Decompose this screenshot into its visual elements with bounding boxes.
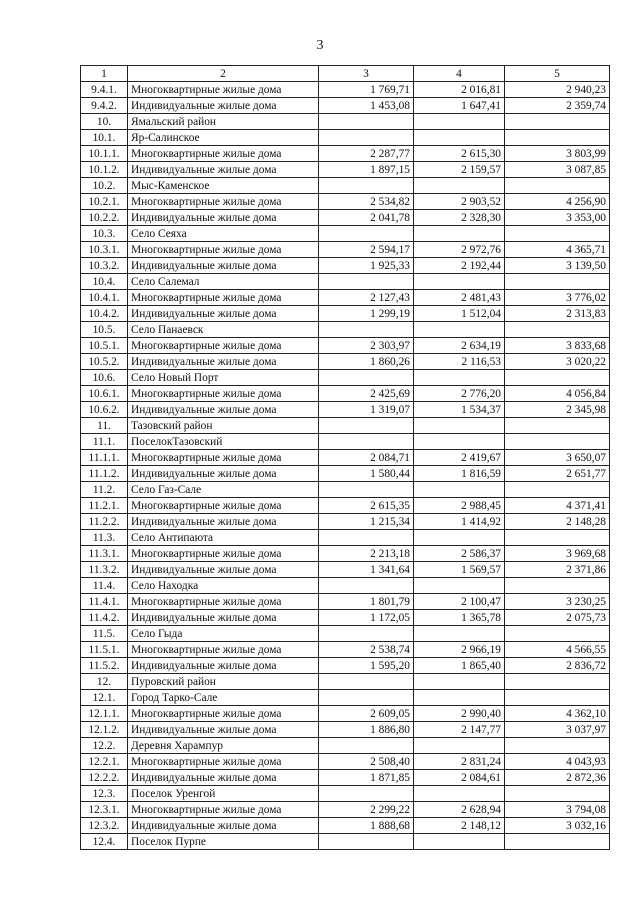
row-code: 11.5.2. [81,658,128,674]
row-value-col3: 2 041,78 [319,210,414,226]
row-value-col4: 1 816,59 [414,466,505,482]
table-row [81,450,610,466]
row-value-col5 [505,834,610,850]
row-name: Многоквартирные жилые дома [128,450,319,466]
row-value-col5: 3 650,07 [505,450,610,466]
row-name: Индивидуальные жилые дома [128,562,319,578]
table-row [81,242,610,258]
row-code: 11. [81,418,128,434]
row-name: Многоквартирные жилые дома [128,706,319,722]
row-code: 10.1. [81,130,128,146]
row-code: 12. [81,674,128,690]
section-row [81,786,610,802]
row-value-col5 [505,738,610,754]
row-value-col5 [505,690,610,706]
row-value-col3 [319,130,414,146]
row-value-col3: 1 215,34 [319,514,414,530]
row-code: 11.3.1. [81,546,128,562]
row-name: Село Гыда [128,626,319,642]
row-value-col5: 3 087,85 [505,162,610,178]
row-code: 10.5. [81,322,128,338]
header-col-2: 2 [128,66,319,82]
row-value-col3: 2 303,97 [319,338,414,354]
section-row [81,482,610,498]
row-value-col4: 2 831,24 [414,754,505,770]
row-value-col3: 1 299,19 [319,306,414,322]
row-value-col5: 2 836,72 [505,658,610,674]
row-name: Село Находка [128,578,319,594]
row-value-col3: 1 341,64 [319,562,414,578]
row-value-col3 [319,690,414,706]
row-name: Город Тарко-Сале [128,690,319,706]
row-value-col5: 4 365,71 [505,242,610,258]
row-value-col4 [414,322,505,338]
row-value-col3: 2 534,82 [319,194,414,210]
row-value-col5 [505,530,610,546]
row-value-col4: 1 569,57 [414,562,505,578]
row-value-col4 [414,370,505,386]
table-row [81,722,610,738]
row-code: 11.1.1. [81,450,128,466]
row-name: Индивидуальные жилые дома [128,258,319,274]
table-row [81,498,610,514]
row-value-col4: 2 481,43 [414,290,505,306]
section-row [81,418,610,434]
row-code: 11.3.2. [81,562,128,578]
table-row [81,210,610,226]
row-code: 10.2. [81,178,128,194]
row-name: Многоквартирные жилые дома [128,338,319,354]
row-value-col5: 4 566,55 [505,642,610,658]
row-name: Село Антипаюта [128,530,319,546]
section-row [81,178,610,194]
table-row [81,514,610,530]
row-value-col4: 2 116,53 [414,354,505,370]
row-name: Многоквартирные жилые дома [128,146,319,162]
section-row [81,370,610,386]
row-value-col5: 2 313,83 [505,306,610,322]
row-value-col5: 2 148,28 [505,514,610,530]
row-value-col4 [414,674,505,690]
row-code: 11.2. [81,482,128,498]
table-row [81,770,610,786]
row-name: Индивидуальные жилые дома [128,818,319,834]
row-value-col4 [414,786,505,802]
section-row [81,674,610,690]
row-value-col4: 2 628,94 [414,802,505,818]
row-code: 12.1. [81,690,128,706]
row-code: 11.5. [81,626,128,642]
table-row [81,386,610,402]
table-row [81,98,610,114]
row-value-col4: 2 100,47 [414,594,505,610]
row-value-col3: 1 860,26 [319,354,414,370]
row-value-col4: 1 534,37 [414,402,505,418]
row-value-col5: 2 371,86 [505,562,610,578]
row-code: 10.1.1. [81,146,128,162]
row-value-col3: 1 801,79 [319,594,414,610]
row-code: 11.2.1. [81,498,128,514]
row-value-col3: 2 615,35 [319,498,414,514]
row-name: Село Новый Порт [128,370,319,386]
row-value-col3 [319,674,414,690]
table-row [81,338,610,354]
header-col-1: 1 [81,66,128,82]
row-value-col5: 3 020,22 [505,354,610,370]
row-value-col3 [319,322,414,338]
row-value-col5 [505,434,610,450]
row-value-col5: 3 230,25 [505,594,610,610]
page-number: 3 [316,38,324,53]
table-header-row [81,66,610,82]
section-row [81,226,610,242]
row-code: 12.3.1. [81,802,128,818]
row-value-col4: 2 972,76 [414,242,505,258]
table-row [81,146,610,162]
row-value-col3: 1 319,07 [319,402,414,418]
row-code: 11.1.2. [81,466,128,482]
row-code: 11.2.2. [81,514,128,530]
row-name: Село Салемал [128,274,319,290]
row-value-col3 [319,370,414,386]
row-value-col4: 2 988,45 [414,498,505,514]
row-name: Тазовский район [128,418,319,434]
row-name: Многоквартирные жилые дома [128,386,319,402]
row-value-col5: 2 651,77 [505,466,610,482]
row-value-col5: 2 359,74 [505,98,610,114]
row-value-col3 [319,434,414,450]
row-value-col4: 1 865,40 [414,658,505,674]
row-name: Индивидуальные жилые дома [128,658,319,674]
table-row [81,290,610,306]
row-code: 10.6.1. [81,386,128,402]
row-value-col3: 1 886,80 [319,722,414,738]
row-value-col5: 2 345,98 [505,402,610,418]
row-value-col5 [505,178,610,194]
header-col-3: 3 [319,66,414,82]
row-value-col4 [414,578,505,594]
section-row [81,322,610,338]
row-name: Многоквартирные жилые дома [128,82,319,98]
row-value-col3 [319,530,414,546]
row-code: 10.4.1. [81,290,128,306]
row-name: Деревня Харампур [128,738,319,754]
table-row [81,306,610,322]
row-name: Многоквартирные жилые дома [128,594,319,610]
row-value-col5 [505,226,610,242]
row-code: 10. [81,114,128,130]
row-code: 9.4.2. [81,98,128,114]
row-code: 10.3.2. [81,258,128,274]
row-value-col5 [505,274,610,290]
table-row [81,610,610,626]
section-row [81,530,610,546]
row-value-col4 [414,626,505,642]
row-code: 10.4.2. [81,306,128,322]
row-value-col5 [505,370,610,386]
row-value-col3: 2 213,18 [319,546,414,562]
section-row [81,274,610,290]
row-value-col4 [414,130,505,146]
row-value-col4: 2 192,44 [414,258,505,274]
row-name: Многоквартирные жилые дома [128,498,319,514]
row-value-col5 [505,482,610,498]
table-row [81,162,610,178]
row-name: Индивидуальные жилые дома [128,610,319,626]
row-name: Индивидуальные жилые дома [128,162,319,178]
row-value-col4 [414,690,505,706]
section-row [81,690,610,706]
row-code: 10.6.2. [81,402,128,418]
row-value-col4 [414,834,505,850]
row-value-col5 [505,130,610,146]
row-value-col3: 1 925,33 [319,258,414,274]
row-value-col3 [319,178,414,194]
section-row [81,130,610,146]
row-name: Поселок Уренгой [128,786,319,802]
row-value-col4: 1 414,92 [414,514,505,530]
row-name: Многоквартирные жилые дома [128,242,319,258]
section-row [81,626,610,642]
row-name: Индивидуальные жилые дома [128,210,319,226]
row-value-col3: 1 453,08 [319,98,414,114]
row-code: 12.2.2. [81,770,128,786]
table-row [81,594,610,610]
row-name: Многоквартирные жилые дома [128,802,319,818]
row-value-col4: 2 328,30 [414,210,505,226]
row-value-col5: 3 353,00 [505,210,610,226]
row-value-col3: 1 595,20 [319,658,414,674]
row-value-col5: 3 969,68 [505,546,610,562]
row-value-col5: 4 056,84 [505,386,610,402]
row-value-col5: 2 075,73 [505,610,610,626]
row-name: Многоквартирные жилые дома [128,642,319,658]
row-value-col4: 2 615,30 [414,146,505,162]
row-value-col5: 4 362,10 [505,706,610,722]
row-code: 10.2.2. [81,210,128,226]
section-row [81,834,610,850]
row-name: Мыс-Каменское [128,178,319,194]
row-value-col3 [319,226,414,242]
row-value-col3: 2 508,40 [319,754,414,770]
row-value-col4: 1 512,04 [414,306,505,322]
row-value-col4 [414,226,505,242]
row-name: Индивидуальные жилые дома [128,722,319,738]
row-value-col4 [414,738,505,754]
row-value-col4: 2 159,57 [414,162,505,178]
price-table [80,65,610,850]
row-value-col4 [414,178,505,194]
header-col-4: 4 [414,66,505,82]
row-value-col4: 1 647,41 [414,98,505,114]
row-value-col5: 4 256,90 [505,194,610,210]
row-code: 10.5.1. [81,338,128,354]
row-value-col3: 1 871,85 [319,770,414,786]
row-value-col5 [505,418,610,434]
table-row [81,642,610,658]
row-value-col3: 2 299,22 [319,802,414,818]
row-value-col5: 4 371,41 [505,498,610,514]
row-value-col3: 2 594,17 [319,242,414,258]
row-name: Село Сеяха [128,226,319,242]
header-col-5: 5 [505,66,610,82]
row-value-col3: 1 769,71 [319,82,414,98]
table-row [81,354,610,370]
row-value-col3 [319,482,414,498]
row-name: ПоселокТазовский [128,434,319,450]
row-name: Ямальский район [128,114,319,130]
table-row [81,818,610,834]
row-code: 10.3. [81,226,128,242]
row-code: 11.4. [81,578,128,594]
row-value-col3: 1 897,15 [319,162,414,178]
row-value-col3: 1 172,05 [319,610,414,626]
table-row [81,466,610,482]
row-code: 10.1.2. [81,162,128,178]
row-value-col3 [319,418,414,434]
row-code: 10.2.1. [81,194,128,210]
row-value-col4: 2 084,61 [414,770,505,786]
table-row [81,658,610,674]
table-row [81,82,610,98]
table-row [81,258,610,274]
row-value-col4 [414,114,505,130]
row-value-col4 [414,482,505,498]
row-value-col5: 3 032,16 [505,818,610,834]
row-code: 10.6. [81,370,128,386]
row-code: 10.4. [81,274,128,290]
row-code: 12.4. [81,834,128,850]
row-value-col3: 2 287,77 [319,146,414,162]
row-name: Индивидуальные жилые дома [128,514,319,530]
row-name: Индивидуальные жилые дома [128,306,319,322]
row-value-col4 [414,274,505,290]
row-value-col5: 4 043,93 [505,754,610,770]
row-value-col3: 1 888,68 [319,818,414,834]
row-name: Многоквартирные жилые дома [128,194,319,210]
row-name: Пуровский район [128,674,319,690]
row-value-col4 [414,434,505,450]
row-value-col5 [505,626,610,642]
row-name: Село Газ-Сале [128,482,319,498]
row-value-col3: 1 580,44 [319,466,414,482]
row-value-col3 [319,274,414,290]
table-row [81,194,610,210]
row-code: 10.3.1. [81,242,128,258]
row-value-col5: 3 037,97 [505,722,610,738]
row-value-col4: 2 586,37 [414,546,505,562]
row-value-col3: 2 538,74 [319,642,414,658]
row-value-col5 [505,674,610,690]
row-value-col3: 2 127,43 [319,290,414,306]
row-value-col5: 3 794,08 [505,802,610,818]
section-row [81,114,610,130]
table-row [81,546,610,562]
row-value-col4: 2 990,40 [414,706,505,722]
row-value-col4: 1 365,78 [414,610,505,626]
row-name: Индивидуальные жилые дома [128,98,319,114]
row-code: 11.1. [81,434,128,450]
row-name: Многоквартирные жилые дома [128,546,319,562]
row-value-col3 [319,786,414,802]
row-value-col5: 2 872,36 [505,770,610,786]
row-value-col3: 2 425,69 [319,386,414,402]
row-name: Село Панаевск [128,322,319,338]
row-value-col4: 2 903,52 [414,194,505,210]
section-row [81,738,610,754]
section-row [81,578,610,594]
row-name: Многоквартирные жилые дома [128,754,319,770]
row-value-col3 [319,626,414,642]
row-value-col5: 3 833,68 [505,338,610,354]
row-code: 12.2. [81,738,128,754]
row-code: 10.5.2. [81,354,128,370]
row-value-col4: 2 148,12 [414,818,505,834]
row-value-col3 [319,834,414,850]
table-row [81,802,610,818]
row-value-col5 [505,114,610,130]
table-row [81,562,610,578]
row-value-col4: 2 966,19 [414,642,505,658]
row-name: Многоквартирные жилые дома [128,290,319,306]
row-name: Индивидуальные жилые дома [128,466,319,482]
row-code: 9.4.1. [81,82,128,98]
table-body [81,66,610,850]
row-name: Яр-Салинское [128,130,319,146]
row-value-col4 [414,418,505,434]
row-value-col4: 2 776,20 [414,386,505,402]
row-value-col5: 2 940,23 [505,82,610,98]
row-value-col4: 2 016,81 [414,82,505,98]
row-value-col4: 2 147,77 [414,722,505,738]
row-code: 12.3. [81,786,128,802]
table-row [81,706,610,722]
row-name: Индивидуальные жилые дома [128,354,319,370]
row-value-col4 [414,530,505,546]
row-value-col5 [505,578,610,594]
table-row [81,402,610,418]
row-value-col4: 2 634,19 [414,338,505,354]
row-value-col5 [505,322,610,338]
row-value-col3 [319,738,414,754]
row-value-col3: 2 084,71 [319,450,414,466]
row-code: 12.3.2. [81,818,128,834]
row-code: 12.2.1. [81,754,128,770]
row-value-col3 [319,578,414,594]
row-name: Индивидуальные жилые дома [128,402,319,418]
row-code: 12.1.1. [81,706,128,722]
row-value-col4: 2 419,67 [414,450,505,466]
row-value-col5: 3 139,50 [505,258,610,274]
section-row [81,434,610,450]
row-value-col3: 2 609,05 [319,706,414,722]
row-value-col3 [319,114,414,130]
row-value-col5: 3 776,02 [505,290,610,306]
row-code: 11.4.2. [81,610,128,626]
row-code: 11.3. [81,530,128,546]
table-row [81,754,610,770]
row-name: Поселок Пурпе [128,834,319,850]
row-code: 11.4.1. [81,594,128,610]
row-code: 11.5.1. [81,642,128,658]
row-value-col5: 3 803,99 [505,146,610,162]
row-code: 12.1.2. [81,722,128,738]
row-name: Индивидуальные жилые дома [128,770,319,786]
row-value-col5 [505,786,610,802]
